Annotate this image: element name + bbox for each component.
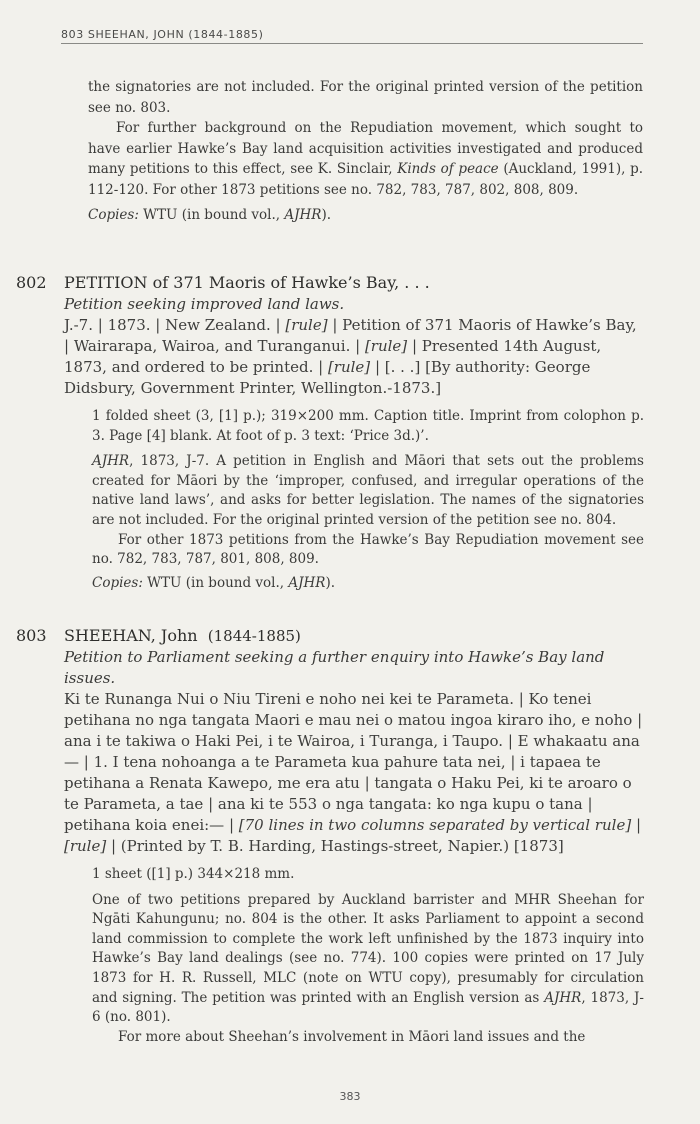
entry-notes [92, 407, 644, 593]
entry-description: Ki te Runanga Nui o Niu Tireni e noho nei kei te Parameta. | Ko tenei petihana no nga tangata Maori e mau nei o matou ingoa kiraro iho, e noho | ana i te takiwa o Haki Pei, i te Wairoa, i Turanga, i Taupo. | E whakaatu ana— | 1. I tena nohoanga a te Parameta kua pahure tata nei, | i tapaea te petihana a Renata Kawepo, me era atu | tangata o Haku Pei, ki te aroaro o te Parameta, a tae | ana ki te 553 o nga tangata: ko nga kupu o tana | petihana koia enei:— | [70 lines in two columns separated by vertical rule] | [rule] | (Printed by T. B. Harding, Hastings-street, Napier.) [1873] [64, 690, 643, 855]
copies-line: Copies: WTU (in bound vol., AJHR). [92, 574, 336, 591]
note-paragraph: For other 1873 petitions from the Hawke’s Bay Repudiation movement see no. 782, 783, 787, 801, 808, 809. [92, 531, 644, 568]
entry-subtitle: Petition seeking improved land laws. [64, 295, 345, 313]
note-paragraph: For more about Sheehan’s involvement in Māori land issues and the [118, 1028, 586, 1045]
entry-number: 802 [16, 273, 47, 292]
author-name: SHEEHAN, John [64, 626, 198, 645]
entry-title [64, 625, 644, 647]
author-dates: (1844-1885) [207, 627, 301, 645]
entry-description: J.-7. | 1873. | New Zealand. | [rule] | Petition of 371 Maoris of Hawke’s Bay, | Wairarapa, Wairoa, and Turanganui. | [rule] | Presented 14th August, 1873, and ordered to be printed. | [rule] | [. . .] [By authority: George Didsbury, Government Printer, Wellington.-1873.] [64, 316, 637, 397]
note-paragraph: One of two petitions prepared by Auckland barrister and MHR Sheehan for Ngāti Kahungunu; no. 804 is the other. It asks Parliament to appoint a second land commission to complete the work left unfinished by the 1873 inquiry into Hawke’s Bay land dealings (see no. 774). 100 copies were printed on 17 July 1873 for H. R. Russell, MLC (note on WTU copy), presumably for circulation and signing. The petition was printed with an English version as AJHR, 1873, J-6 (no. 801). [92, 891, 644, 1026]
entry-subtitle: Petition to Parliament seeking a further enquiry into Hawke’s Bay land issues. [64, 648, 605, 687]
entry-802 [64, 272, 644, 593]
physical-description: 1 sheet ([1] p.) 344×218 mm. [92, 866, 295, 882]
entry-803 [64, 625, 644, 1047]
physical-description: 1 folded sheet (3, [1] p.); 319×200 mm. Caption title. Imprint from colophon p. 3. Page [4] blank. At foot of p. 3 text: ‘Price 3d.)’. [92, 408, 644, 444]
entry-notes [92, 865, 644, 1047]
page-number: 383 [339, 1090, 361, 1103]
continuation-paragraph: the signatories are not included. For the original printed version of the petition see no. 803. [88, 79, 643, 116]
running-head: 803 SHEEHAN, JOHN (1844-1885) [61, 28, 643, 44]
copies-line: Copies: WTU (in bound vol., AJHR). [88, 206, 332, 223]
background-paragraph: For further background on the Repudiation movement, which sought to have earlier Hawke’s Bay land acquisition activities investigated and produced many petitions to this effect, see K. Sinclair, Kinds of peace (Auckland, 1991), p. 112-120. For other 1873 petitions see no. 782, 783, 787, 802, 808, 809. [88, 120, 644, 198]
book-title: Kinds of peace [397, 161, 499, 178]
note-paragraph: AJHR, 1873, J-7. A petition in English and Māori that sets out the problems created for Māori by the ‘improper, confused, and irregular operations of the native land laws’, and asks for better legislation. The names of the signatories are not included. For the original printed version of the petition see no. 804. [92, 453, 644, 528]
continuation-text [88, 77, 643, 225]
entry-number: 803 [16, 626, 47, 645]
entry-title: PETITION of 371 Maoris of Hawke’s Bay, . . . [64, 273, 430, 292]
